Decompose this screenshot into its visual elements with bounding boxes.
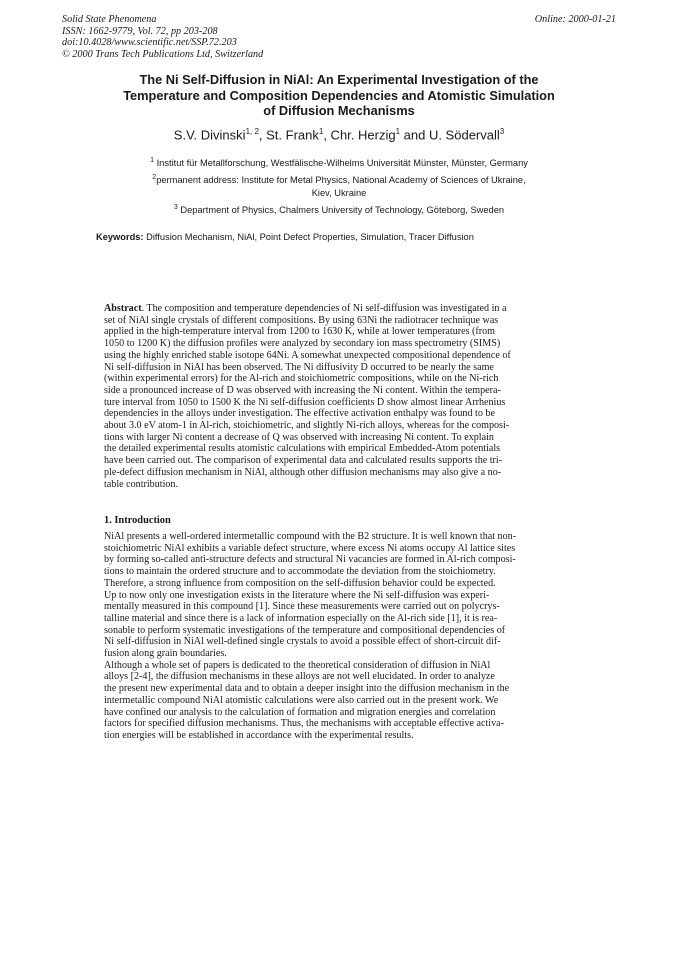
keywords xyxy=(96,232,616,242)
introduction-line: tions to maintain the ordered structure and to accommodate the deviation from the stoichiometry. xyxy=(104,566,496,578)
introduction-line: have confined our analysis to the calculation of formation and migration energies and correlation xyxy=(104,706,496,718)
issn-line: ISSN: 1662-9779, Vol. 72, pp 203-208 xyxy=(62,25,218,37)
abstract-line: the detailed experimental results atomistic calculations with empirical Embedded-Atom potentials xyxy=(104,443,501,455)
doi-line: doi:10.4028/www.scientific.net/SSP.72.203 xyxy=(62,37,237,49)
abstract-line: Ni self-diffusion in NiAl has been observed. The Ni diffusivity D occurred to be nearly the same xyxy=(104,361,494,373)
introduction-line: mentally measured in this compound [1]. Since these measurements were carried out on polycrys- xyxy=(104,601,500,613)
abstract-line: dependencies in the alloys under investigation. The effective activation enthalpy was found to be xyxy=(104,408,495,420)
introduction-line: talline material and since there is a lack of information especially on the Al-rich side [1], it is rea- xyxy=(104,612,498,624)
introduction-line: factors for specified diffusion mechanisms. Thus, the mechanisms with acceptable effective activa- xyxy=(104,718,504,730)
introduction-line: Therefore, a strong influence from composition on the self-diffusion behavior could be expected. xyxy=(104,577,496,589)
affiliation-2 xyxy=(80,172,598,199)
abstract xyxy=(104,303,576,490)
author-affiliation-marker: 1 xyxy=(395,127,401,136)
author-affiliation-marker: 1 xyxy=(318,127,324,136)
affiliation-text: Kiev, Ukraine xyxy=(311,187,367,198)
affiliation-3 xyxy=(80,202,598,217)
affiliation-1 xyxy=(80,155,598,170)
abstract-line: table contribution. xyxy=(104,478,179,490)
introduction-line: fusion along grain boundaries. xyxy=(104,648,227,660)
author-name: S.V. Divinski xyxy=(173,127,246,143)
abstract-line: ple-defect diffusion mechanism in NiAl, although other diffusion mechanisms may also give a no- xyxy=(104,466,502,478)
author-name: , St. Frank xyxy=(258,127,319,143)
section-heading-introduction: 1. Introduction xyxy=(104,515,171,526)
online-date: Online: 2000-01-21 xyxy=(534,14,616,25)
abstract-line: (within experimental errors) for the Al-rich and stoichiometric compositions, while on the Ni-rich xyxy=(104,373,499,385)
introduction-line: sonable to perform systematic investigations of the temperature and compositional dependencies of xyxy=(104,624,506,636)
title-line: The Ni Self-Diffusion in NiAl: An Experimental Investigation of the xyxy=(139,72,539,87)
introduction-line: Ni self-diffusion in NiAl well-defined single crystals to avoid a possible effect of short-circuit dif- xyxy=(104,636,501,648)
introduction-line: the present new experimental data and to obtain a deeper insight into the diffusion mechanism in the xyxy=(104,683,510,695)
affiliation-text: Institut für Metallforschung, Westfälische-Wilhelms Universität Münster, Münster, Germany xyxy=(156,158,528,169)
introduction-line: NiAl presents a well-ordered intermetallic compound with the B2 structure. It is well known that non- xyxy=(104,531,517,542)
abstract-line: set of NiAl single crystals of different compositions. By using 63Ni the radiotracer technique was xyxy=(104,314,499,326)
abstract-label: Abstract xyxy=(104,303,142,314)
abstract-line: side a pronounced increase of D was observed with increasing the Ni content. Within the tempera- xyxy=(104,384,501,396)
title-line: Temperature and Composition Dependencies and Atomistic Simulation xyxy=(123,87,555,103)
abstract-line: have been carried out. The comparison of experimental data and calculated results supports the tri- xyxy=(104,455,503,467)
abstract-line: using the highly enriched stable isotope 64Ni. A somewhat unexpected compositional dependence of xyxy=(104,349,511,361)
title-line: of Diffusion Mechanisms xyxy=(263,103,415,119)
author-name: , Chr. Herzig xyxy=(323,127,396,143)
introduction-line: intermetallic compound NiAl atomistic calculations were also carried out in the present work. We xyxy=(104,694,499,706)
paper-title xyxy=(86,72,592,119)
abstract-line: applied in the high-temperature interval from 1200 to 1630 K, while at lower temperatures (from xyxy=(104,326,496,338)
author-affiliation-marker: 1, 2 xyxy=(245,127,259,136)
abstract-line: about 3.0 eV atom-1 in Al-rich, stoichiometric, and slightly Ni-rich alloys, whereas for the composi- xyxy=(104,420,510,432)
introduction-line: by forming so-called anti-structure defects and structural Ni vacancies are formed in Al-rich composi- xyxy=(104,554,516,566)
introduction-line: Up to now only one investigation exists in the literature where the Ni self-diffusion was experi- xyxy=(104,589,490,601)
affiliation-text: Department of Physics, Chalmers University of Technology, Göteborg, Sweden xyxy=(180,205,505,216)
introduction-line: tion energies will be established in accordance with the experimental results. xyxy=(104,729,414,741)
author-list xyxy=(60,127,618,142)
author-affiliation-marker: 3 xyxy=(499,127,505,136)
introduction-line: alloys [2-4], the diffusion mechanisms in these alloys are not well elucidated. In order to analyze xyxy=(104,671,495,683)
affiliation-marker: 1 xyxy=(150,157,154,164)
affiliation-marker: 2 xyxy=(152,174,157,181)
copyright-line: © 2000 Trans Tech Publications Ltd, Switzerland xyxy=(62,48,264,60)
journal-header xyxy=(62,14,263,60)
abstract-line: ture interval from 1050 to 1500 K the Ni self-diffusion coefficients D show almost linear Arrhenius xyxy=(104,396,506,408)
affiliation-marker: 3 xyxy=(173,204,178,211)
abstract-line: 1050 to 1200 K) the diffusion profiles were analyzed by secondary ion mass spectrometry (SIMS) xyxy=(104,338,501,350)
introduction-line: stoichiometric NiAl exhibits a variable defect structure, where excess Ni atoms occupy Al lattice sites xyxy=(104,542,516,554)
author-name: and U. Södervall xyxy=(400,127,500,143)
keywords-label: Keywords: xyxy=(96,232,144,242)
introduction-body xyxy=(104,531,576,742)
abstract-line: Abstract. The composition and temperature dependencies of Ni self-diffusion was investigated in a xyxy=(104,303,507,314)
introduction-line: Although a whole set of papers is dedicated to the theoretical consideration of diffusion in NiAl xyxy=(104,659,491,671)
journal-name: Solid State Phenomena xyxy=(62,14,157,25)
affiliation-text: permanent address: Institute for Metal Physics, National Academy of Sciences of Ukraine, xyxy=(156,175,526,186)
abstract-line: tions with larger Ni content a decrease of Q was observed with increasing Ni content. To explain xyxy=(104,431,494,443)
keywords-text: Diffusion Mechanism, NiAl, Point Defect Properties, Simulation, Tracer Diffusion xyxy=(143,232,474,242)
